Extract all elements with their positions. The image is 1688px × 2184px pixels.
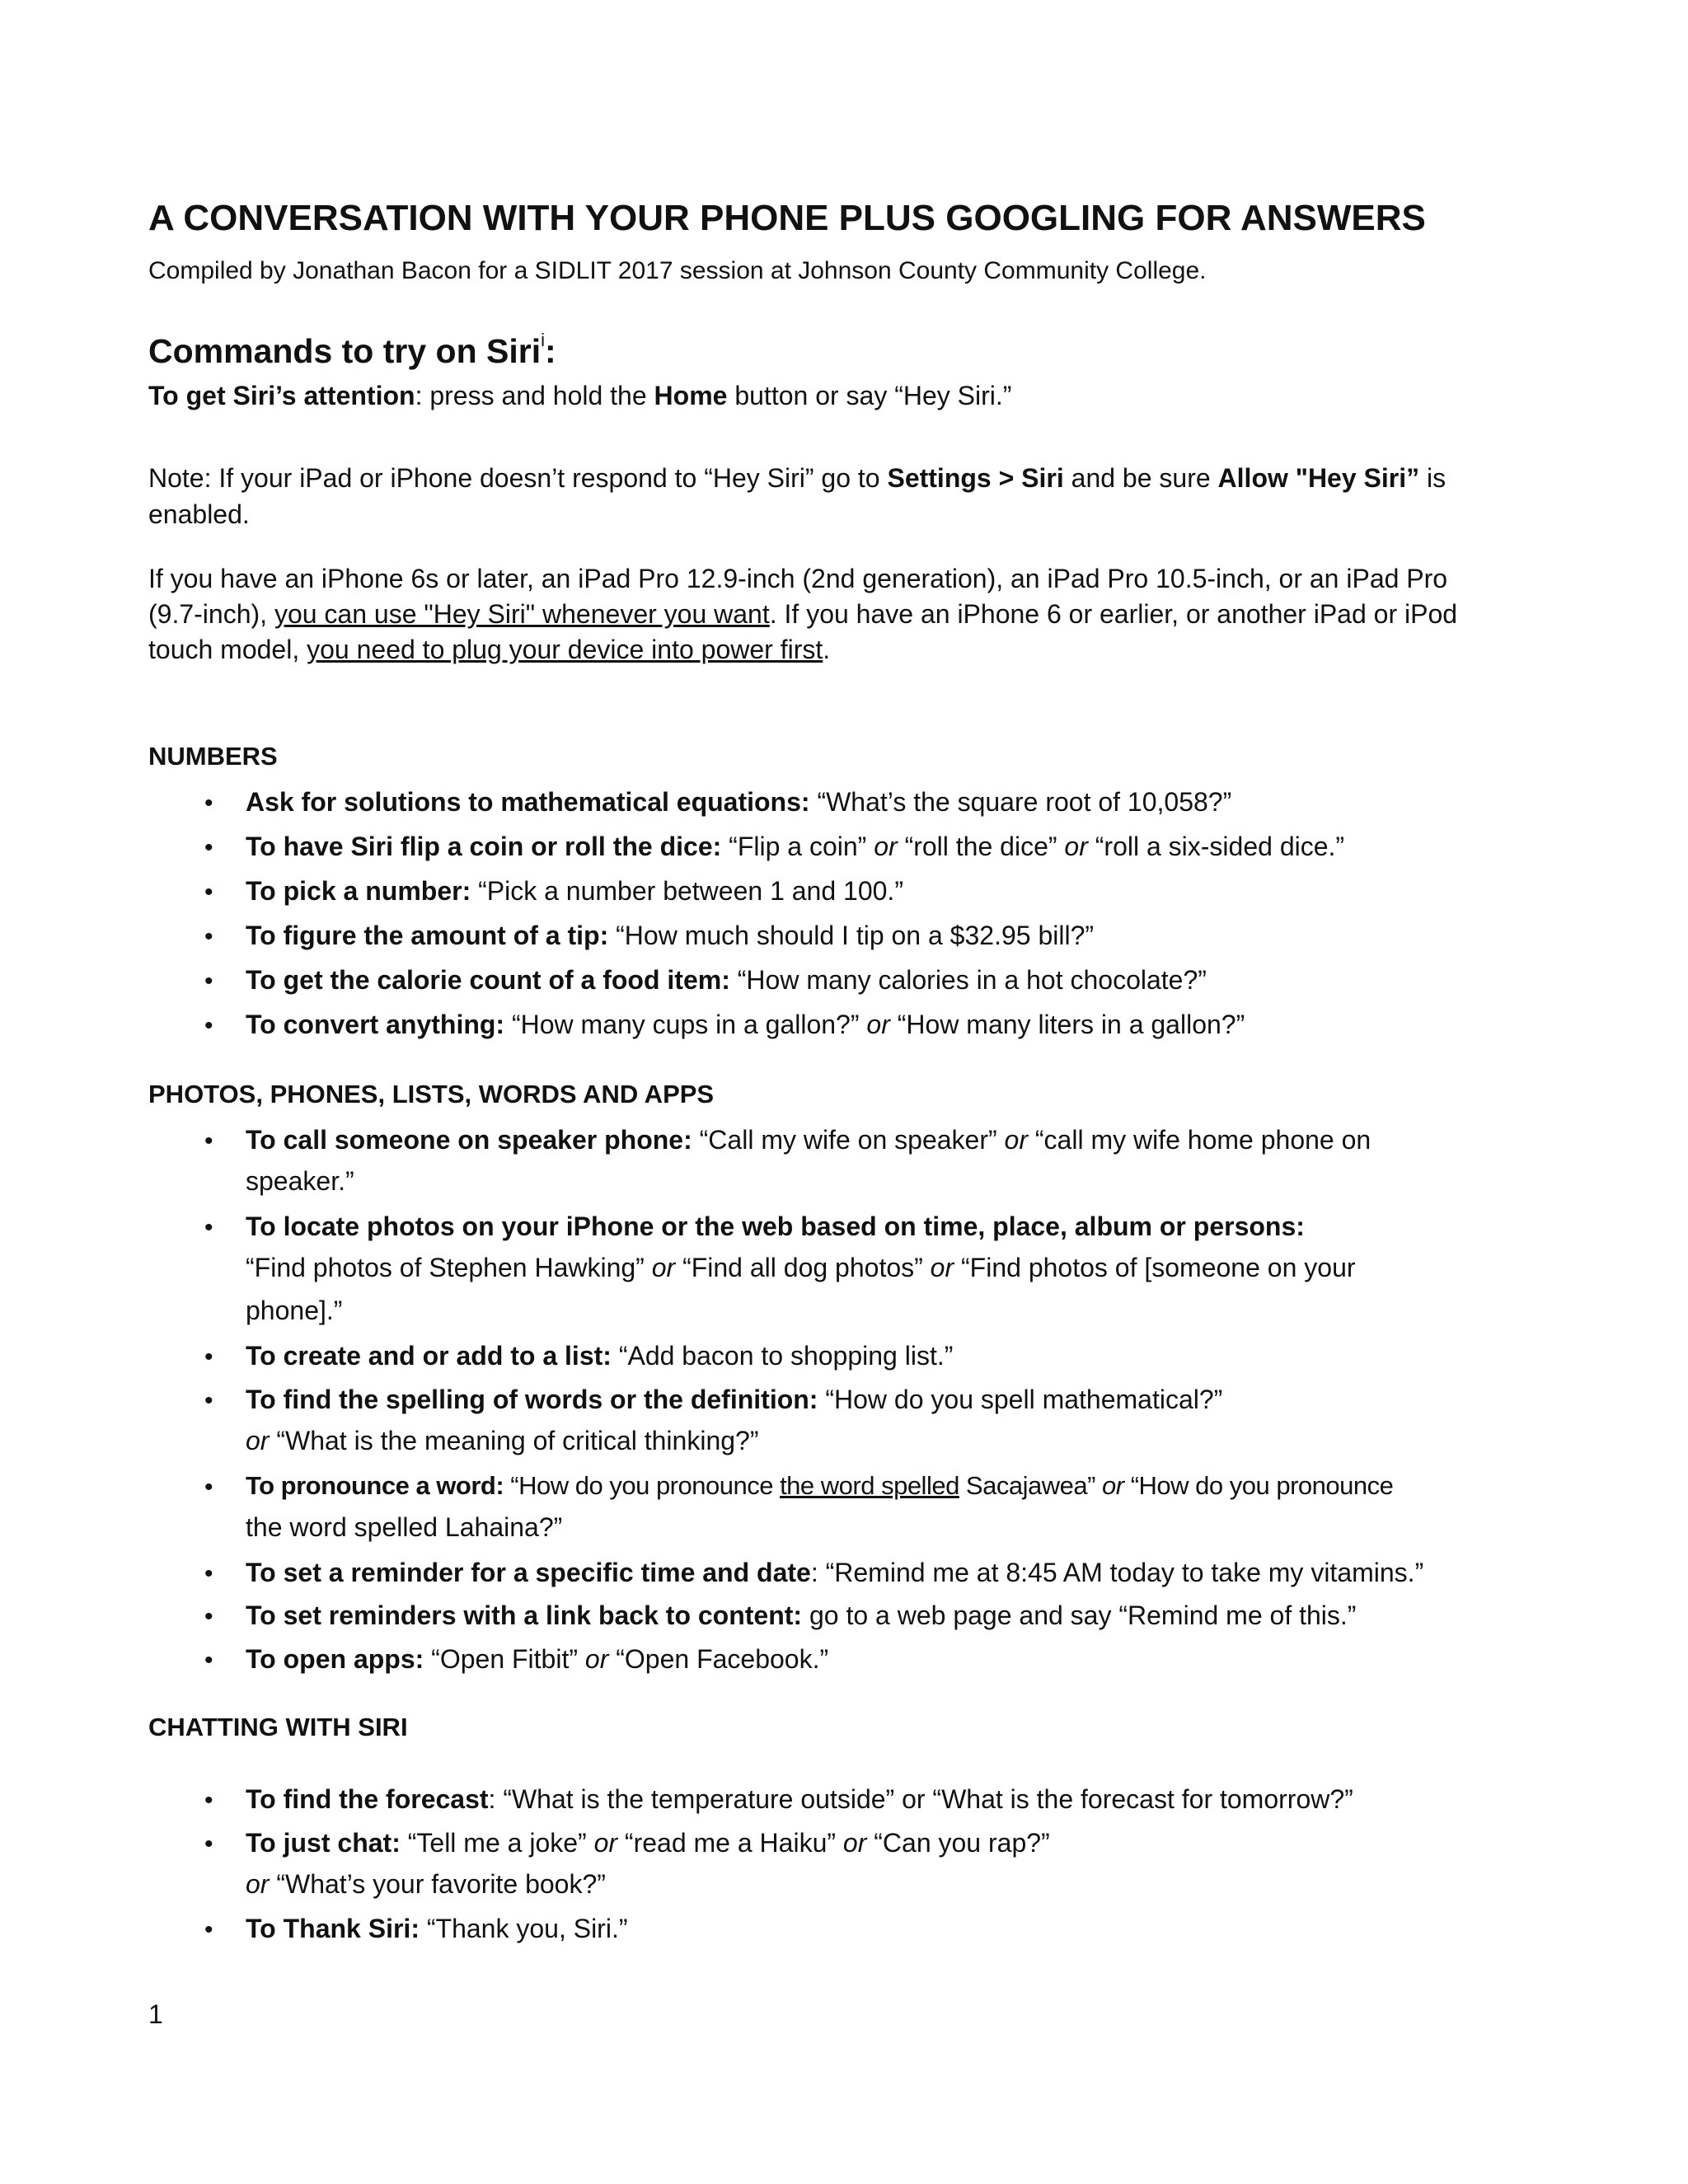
bullet-icon: • bbox=[204, 879, 213, 906]
item-text: “Flip a coin” bbox=[721, 832, 874, 861]
item-text: “How do you pronounce bbox=[504, 1471, 781, 1500]
list-item bbox=[246, 1644, 828, 1675]
item-text: “Open Facebook.” bbox=[608, 1644, 829, 1674]
settings-path: Settings > Siri bbox=[887, 463, 1064, 493]
item-text: “What is the meaning of critical thinking?” bbox=[269, 1426, 759, 1455]
bullet-icon: • bbox=[204, 1214, 213, 1241]
item-text: “How do you pronounce bbox=[1123, 1471, 1394, 1500]
heading-colon: : bbox=[545, 332, 556, 370]
list-item bbox=[246, 1010, 1245, 1040]
item-text: “How many liters in a gallon?” bbox=[889, 1010, 1245, 1039]
para-line-2 bbox=[148, 599, 1457, 630]
item-text: “Can you rap?” bbox=[866, 1828, 1050, 1858]
item-label: To pronounce a word: bbox=[246, 1471, 504, 1500]
list-item bbox=[246, 1471, 1393, 1501]
bullet-icon: • bbox=[204, 1474, 213, 1501]
item-text: “Tell me a joke” bbox=[400, 1828, 594, 1858]
bullet-icon: • bbox=[204, 834, 213, 861]
item-text: “roll the dice” bbox=[897, 832, 1065, 861]
list-item bbox=[246, 1125, 1371, 1155]
or-text: or bbox=[842, 1828, 867, 1858]
item-text: “Find photos of [someone on your bbox=[954, 1253, 1356, 1282]
item-label: To have Siri flip a coin or roll the dice: bbox=[246, 832, 722, 861]
section-heading-commands bbox=[148, 330, 556, 371]
note-text: Note: If your iPad or iPhone doesn’t respond to “Hey Siri” go to bbox=[148, 463, 888, 493]
chatting-heading: CHATTING WITH SIRI bbox=[148, 1713, 408, 1741]
attention-line bbox=[148, 381, 1011, 411]
item-label: To figure the amount of a tip: bbox=[246, 921, 609, 950]
item-text: “Open Fitbit” bbox=[424, 1644, 585, 1674]
item-text: “read me a Haiku” bbox=[617, 1828, 843, 1858]
list-item-continuation: the word spelled Lahaina?” bbox=[246, 1512, 563, 1542]
item-label: To create and or add to a list: bbox=[246, 1341, 612, 1371]
bullet-icon: • bbox=[204, 790, 213, 817]
note-line-1 bbox=[148, 463, 1446, 494]
or-text: or bbox=[246, 1869, 270, 1899]
bullet-icon: • bbox=[204, 1560, 213, 1587]
note-line-2: enabled. bbox=[148, 499, 250, 529]
attention-text: : press and hold the bbox=[415, 381, 654, 410]
attention-text-2: button or say “Hey Siri.” bbox=[727, 381, 1012, 410]
footnote-marker[interactable]: i bbox=[541, 330, 545, 350]
bullet-icon: • bbox=[204, 968, 213, 995]
item-label: To get the calorie count of a food item: bbox=[246, 965, 730, 995]
list-item bbox=[246, 965, 1207, 996]
or-text: or bbox=[1102, 1471, 1124, 1500]
or-text: or bbox=[874, 832, 898, 861]
item-text: “How many calories in a hot chocolate?” bbox=[729, 965, 1207, 995]
list-item-continuation bbox=[246, 1253, 1356, 1283]
item-label: To call someone on speaker phone: bbox=[246, 1125, 692, 1155]
item-text: “Find photos of Stephen Hawking” bbox=[246, 1253, 652, 1282]
heading-text: Commands to try on Siri bbox=[148, 332, 542, 370]
bullet-icon: • bbox=[204, 1343, 213, 1371]
bullet-icon: • bbox=[204, 1647, 213, 1674]
list-item bbox=[246, 1601, 1356, 1631]
plug-in-link[interactable]: you need to plug your device into power first bbox=[307, 635, 823, 664]
item-label: To convert anything: bbox=[246, 1010, 505, 1039]
attention-label: To get Siri’s attention bbox=[148, 381, 415, 410]
list-item bbox=[246, 1385, 1222, 1415]
item-text: “How much should I tip on a $32.95 bill?” bbox=[608, 921, 1095, 950]
item-label: To find the forecast bbox=[246, 1784, 489, 1814]
item-label: To set a reminder for a specific time and date bbox=[246, 1558, 811, 1587]
list-item bbox=[246, 1914, 627, 1944]
item-text: Sacajawea” bbox=[959, 1471, 1103, 1500]
bullet-icon: • bbox=[204, 1916, 213, 1943]
bullet-icon: • bbox=[204, 1127, 213, 1155]
note-text-2: and be sure bbox=[1063, 463, 1218, 493]
bullet-icon: • bbox=[204, 1387, 213, 1414]
item-label: To open apps: bbox=[246, 1644, 424, 1674]
item-label: To Thank Siri: bbox=[246, 1914, 420, 1943]
item-text: “Pick a number between 1 and 100.” bbox=[471, 876, 903, 906]
list-item-continuation: phone].” bbox=[246, 1296, 343, 1325]
document-subtitle: Compiled by Jonathan Bacon for a SIDLIT 2017 session at Johnson County Community College. bbox=[148, 257, 1207, 284]
para-line-1: If you have an iPhone 6s or later, an iPad Pro 12.9-inch (2nd generation), an iPad Pro 10.5-inch, or an iPad Pro bbox=[148, 564, 1448, 593]
bullet-icon: • bbox=[204, 923, 213, 950]
or-text: or bbox=[1064, 832, 1088, 861]
item-text: “How many cups in a gallon?” bbox=[504, 1010, 867, 1039]
or-text: or bbox=[651, 1253, 676, 1282]
or-text: or bbox=[246, 1426, 270, 1455]
list-item bbox=[246, 921, 1094, 951]
or-text: or bbox=[584, 1644, 609, 1674]
or-text: or bbox=[1004, 1125, 1028, 1155]
list-item bbox=[246, 832, 1344, 862]
or-text: or bbox=[866, 1010, 890, 1039]
list-item-continuation: speaker.” bbox=[246, 1166, 354, 1196]
photos-heading: PHOTOS, PHONES, LISTS, WORDS AND APPS bbox=[148, 1080, 715, 1108]
item-text: “Add bacon to shopping list.” bbox=[611, 1341, 954, 1371]
para-line-3 bbox=[148, 635, 830, 665]
bullet-icon: • bbox=[204, 1830, 213, 1858]
list-item bbox=[246, 876, 903, 907]
item-text: “How do you spell mathematical?” bbox=[818, 1385, 1223, 1414]
or-text: or bbox=[930, 1253, 954, 1282]
item-text: “What’s your favorite book?” bbox=[269, 1869, 606, 1899]
item-text: “What’s the square root of 10,058?” bbox=[809, 787, 1232, 817]
item-text: “roll a six-sided dice.” bbox=[1087, 832, 1345, 861]
item-text: : “What is the temperature outside” or “What is the forecast for tomorrow?” bbox=[488, 1784, 1353, 1814]
bullet-icon: • bbox=[204, 1603, 213, 1630]
word-spelled-link[interactable]: the word spelled bbox=[780, 1471, 959, 1500]
numbers-heading: NUMBERS bbox=[148, 742, 278, 771]
para-text-2: . If you have an iPhone 6 or earlier, or another iPad or iPod bbox=[769, 599, 1458, 629]
list-item: To locate photos on your iPhone or the web based on time, place, album or persons: bbox=[246, 1212, 1305, 1241]
list-item bbox=[246, 787, 1231, 818]
or-text: or bbox=[593, 1828, 618, 1858]
bullet-icon: • bbox=[204, 1012, 213, 1039]
para-text-4: . bbox=[823, 635, 831, 664]
item-text: “call my wife home phone on bbox=[1027, 1125, 1372, 1155]
bullet-icon: • bbox=[204, 1787, 213, 1814]
allow-hey-siri: Allow "Hey Siri” bbox=[1217, 463, 1420, 493]
list-item-continuation bbox=[246, 1869, 606, 1900]
page-number: 1 bbox=[148, 1999, 163, 2029]
list-item bbox=[246, 1558, 1423, 1588]
list-item bbox=[246, 1341, 953, 1371]
item-text: “Call my wife on speaker” bbox=[692, 1125, 1005, 1155]
item-text: “Find all dog photos” bbox=[675, 1253, 931, 1282]
item-text: “Thank you, Siri.” bbox=[419, 1914, 628, 1943]
item-label: To just chat: bbox=[246, 1828, 401, 1858]
para-text-3: touch model, bbox=[148, 635, 307, 664]
hey-siri-link[interactable]: you can use "Hey Siri" whenever you want bbox=[274, 599, 770, 629]
list-item-continuation bbox=[246, 1426, 758, 1456]
list-item bbox=[246, 1784, 1353, 1815]
item-label: To pick a number: bbox=[246, 876, 471, 906]
item-label: Ask for solutions to mathematical equations: bbox=[246, 787, 810, 817]
home-button-term: Home bbox=[654, 381, 728, 410]
item-text: go to a web page and say “Remind me of this.” bbox=[802, 1601, 1357, 1630]
document-title: A CONVERSATION WITH YOUR PHONE PLUS GOOGLING FOR ANSWERS bbox=[148, 198, 1426, 238]
note-text-3: is bbox=[1419, 463, 1447, 493]
list-item bbox=[246, 1828, 1050, 1858]
item-label: To find the spelling of words or the definition: bbox=[246, 1385, 818, 1414]
para-text: (9.7-inch), bbox=[148, 599, 274, 629]
item-text: : “Remind me at 8:45 AM today to take my vitamins.” bbox=[810, 1558, 1424, 1587]
item-label: To set reminders with a link back to content: bbox=[246, 1601, 803, 1630]
